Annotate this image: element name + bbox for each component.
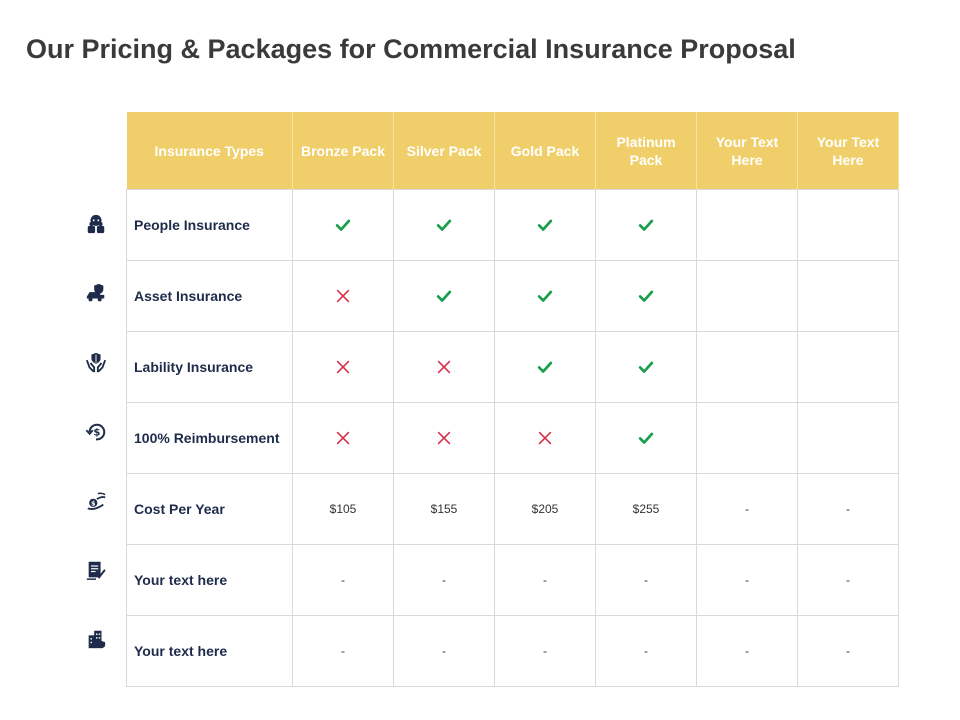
header-platinum-pack: Platinum Pack [596, 112, 697, 190]
header-custom-2: Your Text Here [798, 112, 899, 190]
bronze-cell: - [293, 616, 394, 687]
custom-2-cell: - [798, 545, 899, 616]
platinum-cell: $255 [596, 474, 697, 545]
header-bronze-pack: Bronze Pack [293, 112, 394, 190]
table-header-row [127, 112, 899, 190]
gold-cell: - [495, 545, 596, 616]
hand-coin-icon [76, 466, 116, 535]
row-label: 100% Reimbursement [127, 403, 293, 474]
silver-cell: - [394, 616, 495, 687]
header-silver-pack: Silver Pack [394, 112, 495, 190]
custom-1-cell [697, 403, 798, 474]
custom-2-cell [798, 261, 899, 332]
table-row [127, 616, 899, 687]
platinum-check-icon [596, 190, 697, 261]
people-icon [76, 189, 116, 258]
platinum-cell: - [596, 545, 697, 616]
row-label: People Insurance [127, 190, 293, 261]
pricing-table [126, 112, 899, 687]
table-row [127, 403, 899, 474]
header-insurance-types: Insurance Types [127, 112, 293, 190]
custom-2-cell [798, 332, 899, 403]
silver-cross-icon [394, 332, 495, 403]
gold-check-icon [495, 332, 596, 403]
building-icon [76, 605, 116, 674]
bronze-cross-icon [293, 261, 394, 332]
car-shield-icon [76, 258, 116, 327]
gold-cell: - [495, 616, 596, 687]
silver-cell: - [394, 545, 495, 616]
silver-cross-icon [394, 403, 495, 474]
bronze-cell: $105 [293, 474, 394, 545]
row-label: Your text here [127, 616, 293, 687]
row-label: Asset Insurance [127, 261, 293, 332]
svg-text:$: $ [91, 499, 96, 508]
custom-1-cell: - [697, 474, 798, 545]
platinum-check-icon [596, 332, 697, 403]
document-pen-icon [76, 535, 116, 604]
bronze-cross-icon [293, 403, 394, 474]
table-row [127, 474, 899, 545]
bronze-cell: - [293, 545, 394, 616]
header-gold-pack: Gold Pack [495, 112, 596, 190]
table-row [127, 545, 899, 616]
custom-1-cell [697, 332, 798, 403]
platinum-check-icon [596, 261, 697, 332]
gold-cell: $205 [495, 474, 596, 545]
header-custom-1: Your Text Here [697, 112, 798, 190]
bronze-cross-icon [293, 332, 394, 403]
page-title: Our Pricing & Packages for Commercial Insurance Proposal [26, 34, 796, 64]
row-label: Lability Insurance [127, 332, 293, 403]
table-row [127, 190, 899, 261]
silver-check-icon [394, 261, 495, 332]
custom-1-cell [697, 190, 798, 261]
table-row [127, 332, 899, 403]
custom-1-cell: - [697, 616, 798, 687]
gold-check-icon [495, 261, 596, 332]
silver-check-icon [394, 190, 495, 261]
custom-1-cell [697, 261, 798, 332]
refund-dollar-icon [76, 397, 116, 466]
row-label: Cost Per Year [127, 474, 293, 545]
row-label: Your text here [127, 545, 293, 616]
custom-2-cell: - [798, 474, 899, 545]
custom-2-cell [798, 190, 899, 261]
gold-cross-icon [495, 403, 596, 474]
platinum-check-icon [596, 403, 697, 474]
bronze-check-icon [293, 190, 394, 261]
custom-1-cell: - [697, 545, 798, 616]
table-row [127, 261, 899, 332]
svg-text:$: $ [93, 427, 101, 439]
custom-2-cell: - [798, 616, 899, 687]
gold-check-icon [495, 190, 596, 261]
silver-cell: $155 [394, 474, 495, 545]
hands-shield-icon [76, 328, 116, 397]
row-icons [76, 189, 116, 674]
platinum-cell: - [596, 616, 697, 687]
custom-2-cell [798, 403, 899, 474]
